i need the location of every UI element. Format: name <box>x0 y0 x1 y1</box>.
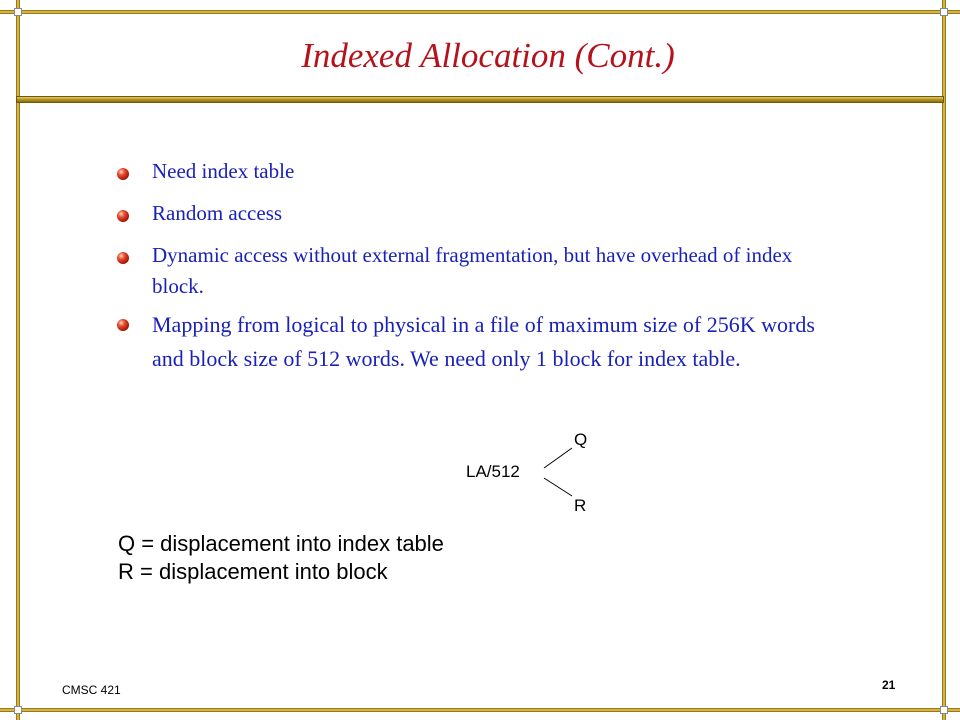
bullet-item <box>112 308 832 376</box>
bullet-text: Mapping from logical to physical in a file of maximum size of 256K words and block size of 512 words. We need only 1 block for index table. <box>152 312 815 371</box>
diagram-remainder-label: R <box>574 496 587 515</box>
footer-page-number: 21 <box>882 678 896 692</box>
red-sphere-bullet-icon <box>117 210 129 222</box>
footer-course-label: CMSC 421 <box>62 683 121 697</box>
slide-title: Indexed Allocation (Cont.) <box>301 36 675 75</box>
frame-top-border <box>0 10 960 14</box>
title-underline-bar <box>16 96 944 103</box>
diagram-dividend-label: LA/512 <box>466 462 520 481</box>
frame-corner-top-left <box>14 8 22 16</box>
remainder-branch-line <box>544 478 572 496</box>
definition-line: Q = displacement into index table <box>118 531 444 556</box>
red-sphere-bullet-icon <box>117 168 129 180</box>
bullet-item <box>112 240 832 302</box>
diagram-quotient-label: Q <box>574 430 588 449</box>
bullet-text: Need index table <box>152 159 295 183</box>
frame-left-border <box>16 0 20 720</box>
bullet-item <box>112 198 832 229</box>
bullet-text: Dynamic access without external fragmentation, but have overhead of index block. <box>152 243 793 298</box>
quotient-branch-line <box>544 448 572 468</box>
frame-right-border <box>942 0 946 720</box>
definitions-block <box>118 530 444 586</box>
red-sphere-bullet-icon <box>117 252 129 264</box>
frame-corner-bottom-left <box>14 706 22 714</box>
bullet-item <box>112 156 832 187</box>
bullet-text: Random access <box>152 201 283 225</box>
frame-bottom-border <box>0 708 960 712</box>
bullet-list <box>112 156 832 376</box>
frame-corner-bottom-right <box>940 706 948 714</box>
definition-line: R = displacement into block <box>118 559 388 584</box>
red-sphere-bullet-icon <box>117 319 129 331</box>
frame-corner-top-right <box>940 8 948 16</box>
